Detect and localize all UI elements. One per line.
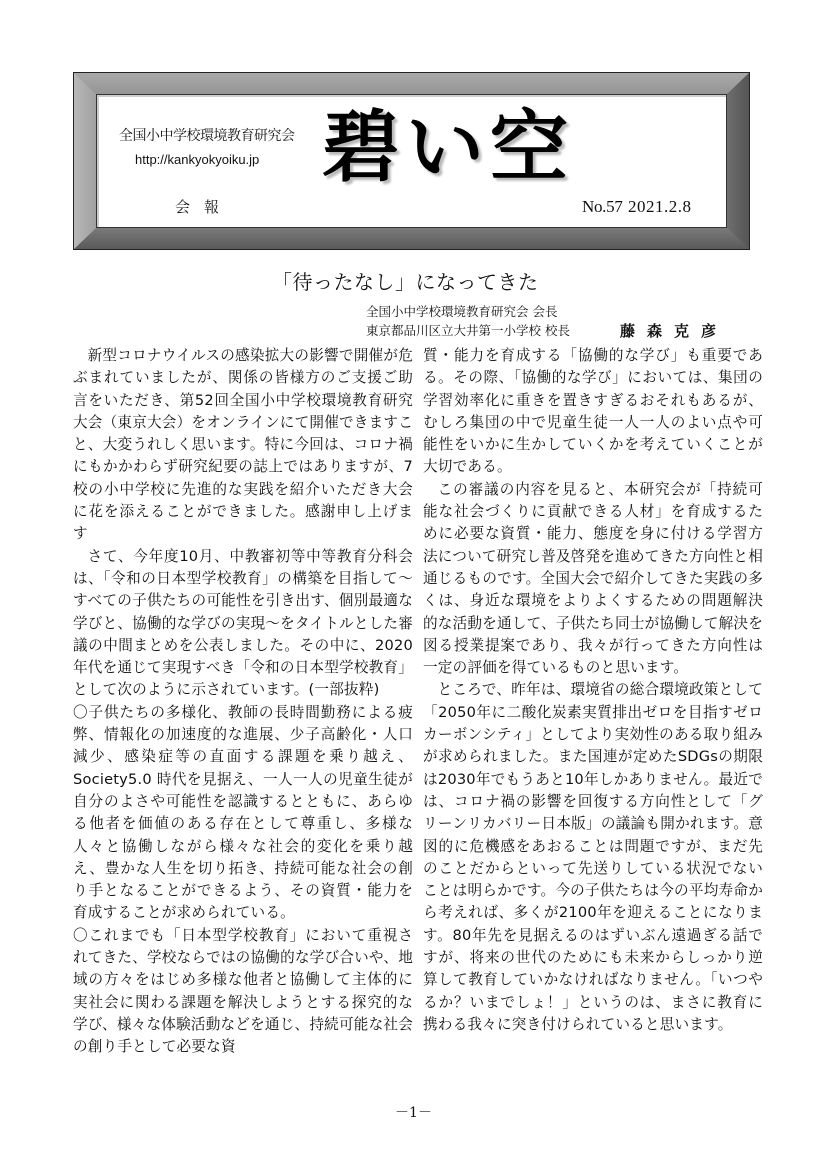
frame-bevel-right [727, 73, 749, 249]
bulletin-label: 会報 [175, 198, 234, 216]
author-name: 藤森克彦 [620, 322, 729, 340]
article-headline: 「待ったなし」になってきた [272, 270, 539, 294]
masthead-frame [73, 72, 750, 250]
organization-url[interactable]: http://kankyokyoiku.jp [135, 152, 260, 167]
paragraph: 新型コロナウイルスの感染拡大の影響で開催が危ぶまれていましたが、関係の皆様方のご支援ご助言をいただき、第52回全国小中学校環境教育研究大会（東京大会）をオンラインにて開催できますこと、大変うれしく思います。特に今回は、コロナ禍にもかかわらず研究紀要の誌上ではありますが、7校の小中学校に先進的な実践を紹介いただき大会に花を添えることができました。感謝申し上げます [73, 347, 413, 543]
page-number: －1－ [395, 1105, 432, 1121]
article-column-left [73, 345, 413, 1059]
article-column-right [423, 345, 763, 1036]
quoted-item: 〇これまでも「日本型学校教育」において重視されてきた、学校ならではの協働的な学び合いや、地域の方々をはじめ多様な他者と協働して主体的に実社会に関わる課題を解決しようとする探究的な学び、様々な体験活動などを通じ、持続可能な社会の創り手として必要な資 [73, 926, 413, 1056]
frame-bevel-top [74, 73, 749, 94]
frame-bevel-bottom [74, 228, 749, 249]
byline-affiliation-1: 全国小中学校環境教育研究会 会長 [366, 304, 558, 319]
paragraph: この審議の内容を見ると、本研究会が「持続可能な社会づくりに貢献できる人材」を育成するために必要な資質・能力、態度を身に付ける学習方法について研究し普及啓発を進めてきた方向性と相通じるものです。全国大会で紹介してきた実践の多くは、身近な環境をよりよくするための問題解決的な活動を通して、子供たち同士が協働して解決を図る授業提案であり、我々が行ってきた方向性は一定の評価を得ているものと思います。 [423, 480, 763, 677]
issue-number: No.57 [582, 197, 623, 216]
byline-affiliation-2: 東京都品川区立大井第一小学校 校長 [366, 323, 570, 338]
paragraph: ところで、昨年は、環境省の総合環境政策として「2050年に二酸化炭素実質排出ゼロを目指すゼロカーボンシティ」としてより実効性のある取り組みが求められました。また国連が定めたSDGsの期限は2030年でもうあと10年しかありません。最近では、コロナ禍の影響を回復する方向性として「グリーンリカバリー日本版」の議論も開かれます。意図的に危機感をあおることは問題ですが、まだ先のことだからといって先送りしている状況でないことは明らかです。今の子供たちは今の平均寿命から考えれば、多くが2100年を迎えることになります。80年先を見据えるのはずいぶん遠過ぎる話ですが、将来の世代のためにも未来からしっかり逆算して教育していかなければなりません。「いつやるか？いまでしょ！」というのは、まさに教育に携わる我々に突き付けられていると思います。 [423, 681, 763, 1033]
newsletter-title: 碧い空 [322, 102, 575, 193]
frame-bevel-left [74, 73, 96, 249]
byline [366, 302, 570, 340]
paragraph: さて、今年度10月、中教審初等中等教育分科会は、「令和の日本型学校教育」の構築を目指して～すべての子供たちの可能性を引き出す、個別最適な学びと、協働的な学びの実現～をタイトルとした審議の中間まとめを公表しました。その中に、2020 年代を通じて実現すべき「令和の日本型学校教育」として次のように示されています。(一部抜粋) [73, 547, 413, 699]
organization-name: 全国小中学校環境教育研究会 [119, 128, 295, 144]
issue-date: 2021.2.8 [628, 197, 692, 216]
quoted-item: 〇子供たちの多様化、教師の長時間勤務による疲弊、情報化の加速度的な進展、少子高齢化・人口減少、感染症等の直面する課題を乗り越え、Society5.0 時代を見据え、一人一人の児童生徒が自分のよさや可能性を認識するとともに、あらゆる他者を価値のある存在として尊重し、多様な人々と協働しながら様々な社会的変化を乗り越え、豊かな人生を切り拓き、持続可能な社会の創り手となることができるよう、その資質・能力を育成することが求められている。 [73, 703, 413, 922]
masthead-panel [96, 94, 727, 228]
quoted-item-continued: 質・能力を育成する「協働的な学び」も重要である。その際、「協働的な学び」においては、集団の学習効率化に重きを置きすぎるおそれもあるが、むしろ集団の中で児童生徒一人一人のよい点や可能性をいかに生かしていくかを考えていくことが大切である。 [423, 347, 763, 476]
